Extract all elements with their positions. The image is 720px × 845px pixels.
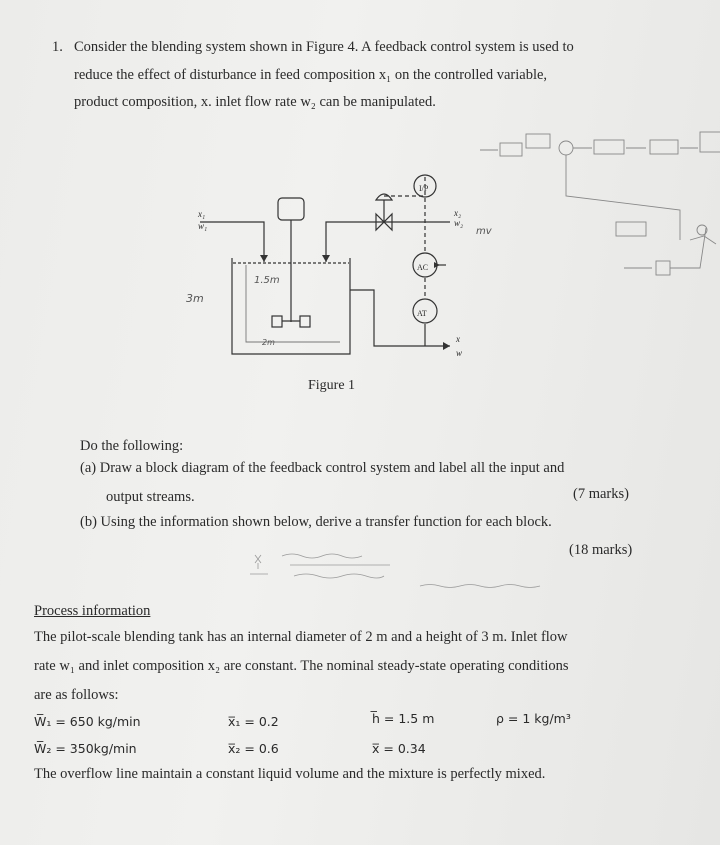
- process-para-1: The pilot-scale blending tank has an internal diameter of 2 m and a height of 3 m. Inlet flow: [34, 629, 568, 645]
- value-h: h̅ = 1.5 m: [372, 711, 435, 726]
- process-last-line: The overflow line maintain a constant liquid volume and the mixture is perfectly mixed.: [34, 766, 546, 782]
- w1-label: w₁: [198, 221, 208, 231]
- w2-label: w₂: [454, 218, 464, 228]
- figure-caption: Figure 1: [308, 378, 356, 393]
- value-rho: ρ = 1 kg/m³: [496, 711, 571, 726]
- ip-label: I/P: [419, 184, 429, 193]
- ac-label: AC: [417, 263, 429, 272]
- handwritten-diameter: 2m: [262, 338, 275, 347]
- x1-label: x₁: [198, 209, 206, 219]
- x-outlet-label: x: [456, 334, 460, 344]
- question-line-3: product composition, x. inlet flow rate w₂ can be manipulated.: [74, 94, 436, 110]
- value-x2: x̅₂ = 0.6: [228, 741, 279, 756]
- question-line-2: reduce the effect of disturbance in feed composition x₁ on the controlled variable,: [74, 67, 548, 83]
- x2-label: x₂: [454, 208, 462, 218]
- handwritten-level: 1.5m: [254, 275, 280, 286]
- at-label: AT: [417, 309, 427, 318]
- handwritten-mv: mv: [476, 226, 492, 237]
- task-b-line-1: (b) Using the information shown below, derive a transfer function for each block.: [80, 514, 552, 530]
- task-a-line-2: output streams.: [106, 489, 195, 505]
- task-a-line-1: (a) Draw a block diagram of the feedback control system and label all the input and: [80, 460, 565, 476]
- process-heading: Process information: [34, 603, 151, 619]
- task-a-marks: (7 marks): [573, 486, 629, 502]
- task-b-marks: (18 marks): [569, 542, 633, 558]
- question-number: 1.: [52, 39, 63, 55]
- tasks-intro: Do the following:: [80, 438, 184, 454]
- value-w1: W̅₁ = 650 kg/min: [34, 714, 141, 729]
- process-para-2: rate w₁ and inlet composition x₂ are constant. The nominal steady-state operating conditions: [34, 658, 569, 674]
- w-outlet-label: w: [456, 348, 463, 358]
- handwritten-height: 3m: [186, 292, 204, 305]
- question-line-1: Consider the blending system shown in Figure 4. A feedback control system is used to: [74, 39, 574, 55]
- process-para-3: are as follows:: [34, 687, 119, 703]
- value-x: x̅ = 0.34: [372, 741, 426, 756]
- value-x1: x̅₁ = 0.2: [228, 714, 279, 729]
- value-w2: W̅₂ = 350kg/min: [34, 741, 137, 756]
